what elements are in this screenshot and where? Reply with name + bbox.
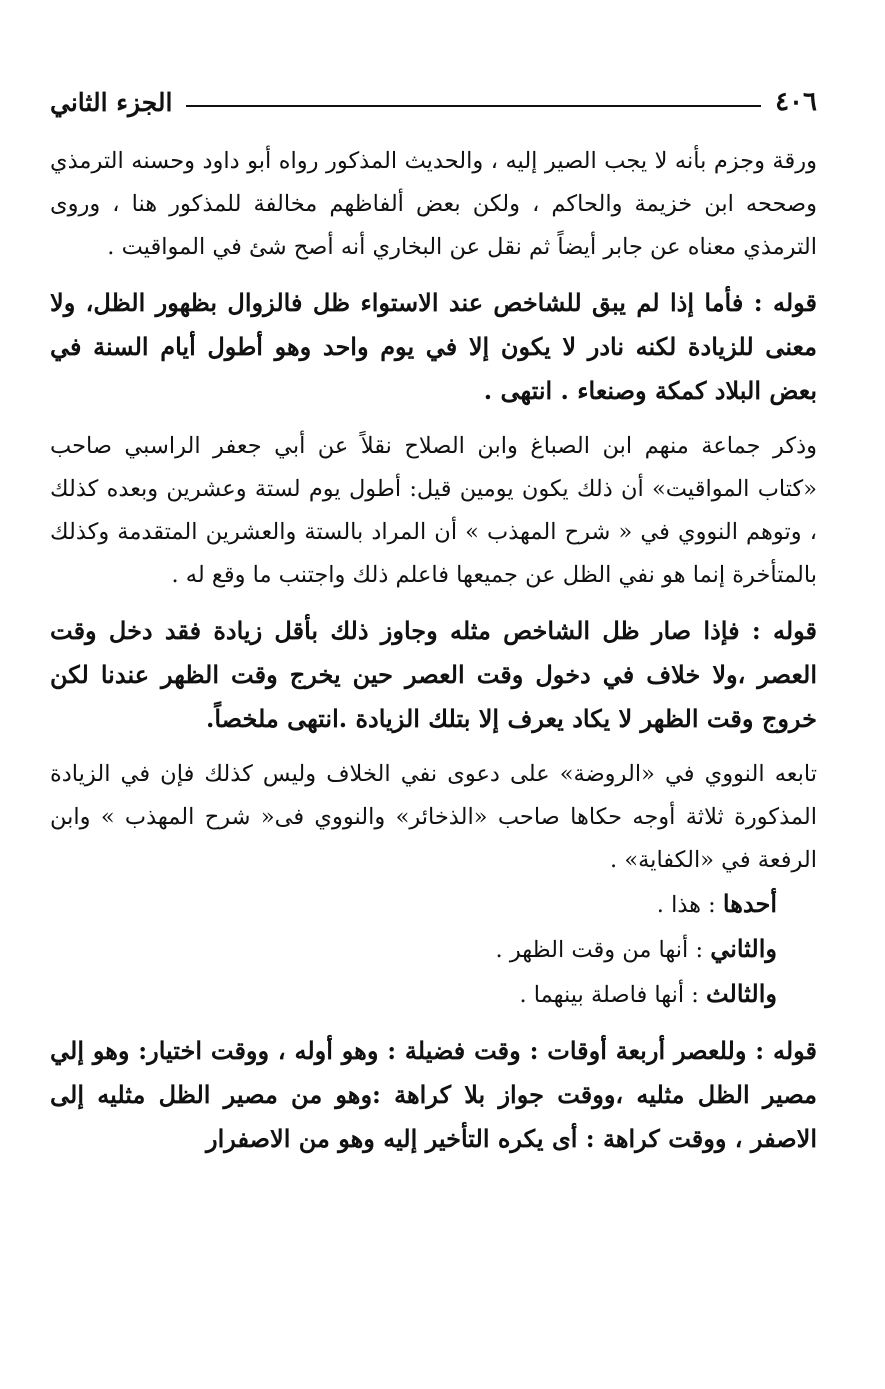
part-title: الجزء الثاني [50, 87, 173, 117]
header-rule [186, 105, 761, 107]
list-item-lead: أحدها [722, 889, 777, 918]
paragraph-3: تابعه النووي في «الروضة» على دعوى نفي الخلاف وليس كذلك فإن في الزيادة المذكورة ثلاثة أوجه حكاها صاحب «الذخائر» والنووي فى« شرح المهذب » وابن الرفعة في «الكفاية» . [50, 761, 817, 873]
paragraph-1: ورقة وجزم بأنه لا يجب الصير إليه ، والحديث المذكور رواه أبو داود وحسنه الترمذي وصححه ابن خزيمة والحاكم ، ولكن بعض ألفاظهم مخالفة للمذكور هنا ، وروى الترمذي معناه عن جابر أيضاً ثم نقل عن البخاري أنه أصح شئ في المواقيت . [50, 148, 817, 260]
quoted-statement-2: قوله : فإذا صار ظل الشاخص مثله وجاوز ذلك بأقل زيادة فقد دخل وقت العصر ،ولا خلاف في دخول وقت العصر حين يخرج وقت الظهر عندنا لكن خروج وقت الظهر لا يكاد يعرف إلا بتلك الزيادة .انتهى ملخصاً. [50, 616, 817, 733]
list-item-text: : هذا . [656, 892, 723, 918]
running-header [50, 80, 817, 124]
quoted-statement-1: قوله : فأما إذا لم يبق للشاخص عند الاستواء ظل فالزوال بظهور الظل، ولا معنى للزيادة لكنه نادر لا يكون إلا في يوم واحد وهو أطول أيام السنة في بعض البلاد كمكة وصنعاء . انتهى . [50, 288, 817, 405]
list-item-lead: والثاني [710, 934, 777, 963]
list-item-lead: والثالث [705, 979, 777, 1008]
list-item-text: : أنها من وقت الظهر . [495, 937, 711, 963]
paragraph-2: وذكر جماعة منهم ابن الصباغ وابن الصلاح نقلاً عن أبي جعفر الراسبي صاحب «كتاب المواقيت» أن ذلك يكون يومين قيل: أطول يوم لستة وعشرين وبعده كذلك ، وتوهم النووي في « شرح المهذب » أن المراد بالستة والعشرين المتقدمة وكذلك بالمتأخرة إنما هو نفي الظل عن جميعها فاعلم ذلك واجتنب ما وقع له . [50, 433, 817, 588]
page-number: ٤٠٦ [775, 87, 817, 117]
quoted-statement-3: قوله : وللعصر أربعة أوقات : وقت فضيلة : وهو أوله ، ووقت اختيار: وهو إلي مصير الظل مثليه ،ووقت جواز بلا كراهة :وهو من مصير الظل مثليه إلى الاصفر ، ووقت كراهة : أى يكره التأخير إليه وهو من الاصفرار [50, 1036, 817, 1153]
list-item [50, 972, 817, 1017]
list-item [50, 882, 817, 927]
list-item-text: : أنها فاصلة بينهما . [519, 982, 706, 1008]
list-item [50, 927, 817, 972]
